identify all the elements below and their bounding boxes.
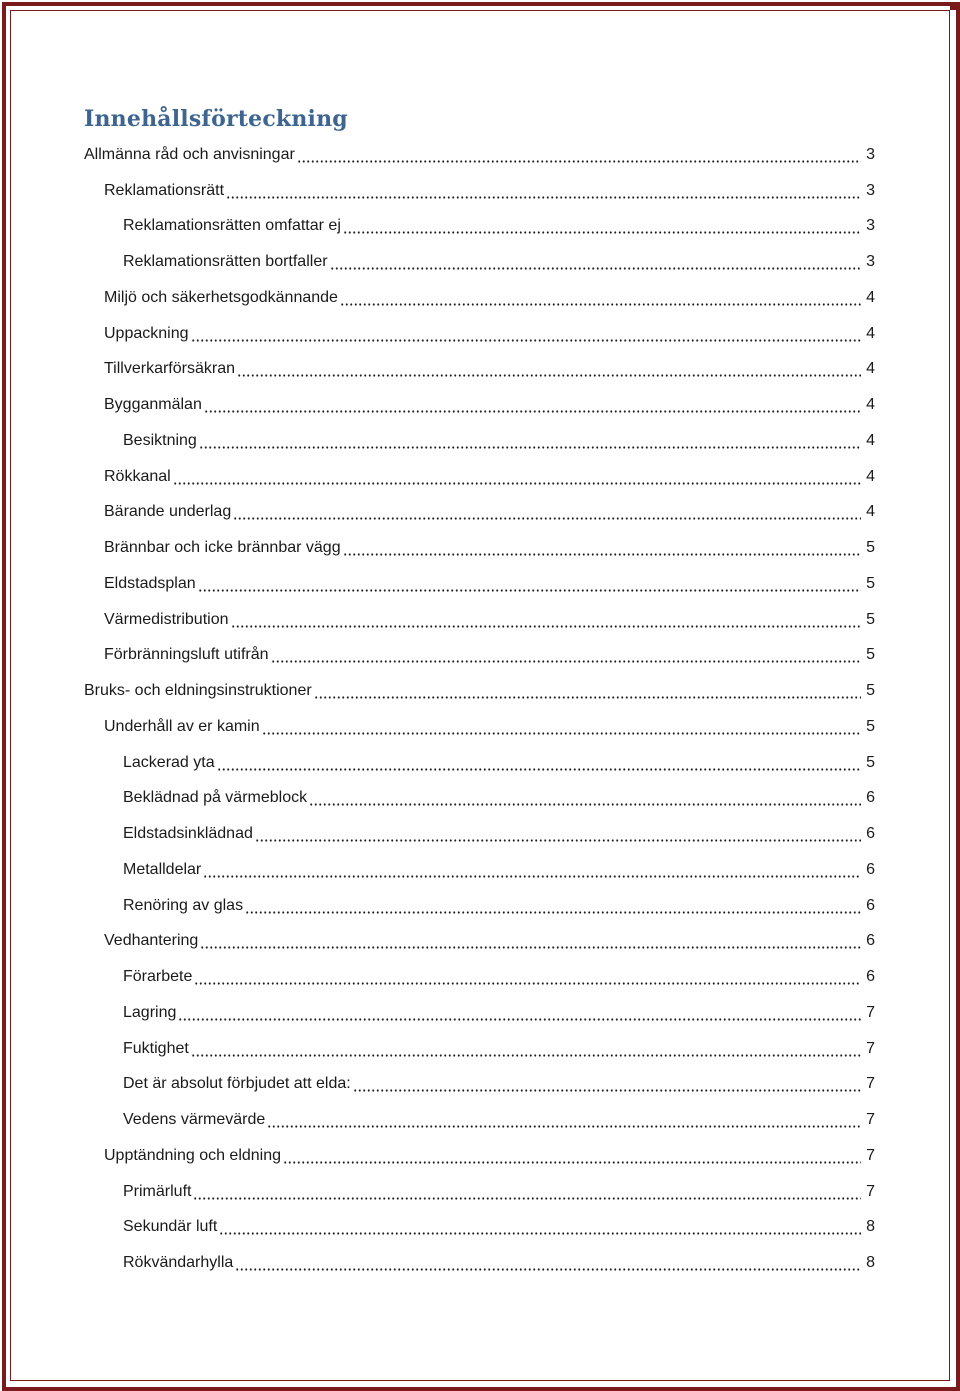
toc-entry-page-number: 5 <box>866 717 875 735</box>
toc-entry-page-number: 5 <box>866 610 875 628</box>
toc-entry-label: Primärluft <box>123 1182 192 1200</box>
toc-dot-leader <box>340 291 861 307</box>
toc-entry-page-number: 6 <box>866 860 875 878</box>
toc-dot-leader <box>245 899 861 915</box>
toc-dot-leader <box>203 863 861 879</box>
toc-entry-page-number: 6 <box>866 825 875 843</box>
toc-entry[interactable] <box>0 173 960 209</box>
toc-entry[interactable] <box>0 924 960 960</box>
toc-entry-page-number: 8 <box>866 1218 875 1236</box>
toc-entry[interactable] <box>0 1245 960 1281</box>
toc-dot-leader <box>191 327 862 343</box>
toc-dot-leader <box>283 1149 861 1165</box>
toc-entry[interactable] <box>0 352 960 388</box>
toc-dot-leader <box>271 648 861 664</box>
toc-dot-leader <box>237 362 861 378</box>
toc-entry[interactable] <box>0 459 960 495</box>
toc-entry-label: Renöring av glas <box>123 896 244 914</box>
toc-heading: Innehållsförteckning <box>84 106 348 132</box>
toc-entry-page-number: 5 <box>866 646 875 664</box>
toc-entry-page-number: 5 <box>866 682 875 700</box>
toc-entry-label: Lackerad yta <box>123 753 215 771</box>
toc-entry-page-number: 3 <box>866 217 875 235</box>
toc-entry-page-number: 6 <box>866 932 875 950</box>
toc-dot-leader <box>262 720 861 736</box>
toc-entry-label: Besiktning <box>123 431 197 449</box>
toc-dot-leader <box>199 434 861 450</box>
toc-entry-page-number: 3 <box>866 145 875 163</box>
toc-dot-leader <box>267 1113 861 1129</box>
toc-entry-label: Sekundär luft <box>123 1218 218 1236</box>
toc-dot-leader <box>198 577 861 593</box>
toc-entry-label: Underhåll av er kamin <box>104 717 260 735</box>
toc-entry-label: Förbränningsluft utifrån <box>104 646 269 664</box>
toc-entry-page-number: 6 <box>866 968 875 986</box>
toc-entry[interactable] <box>0 137 960 173</box>
toc-entry-page-number: 7 <box>866 1075 875 1093</box>
toc-dot-leader <box>314 684 861 700</box>
toc-entry-label: Bärande underlag <box>104 503 232 521</box>
toc-entry-label: Värmedistribution <box>104 610 229 628</box>
toc-entry-label: Reklamationsrätten omfattar ej <box>123 217 341 235</box>
toc-dot-leader <box>330 255 861 271</box>
toc-entry-label: Reklamationsrätt <box>104 181 225 199</box>
toc-entry-label: Reklamationsrätten bortfaller <box>123 253 328 271</box>
toc-entry[interactable] <box>0 816 960 852</box>
toc-dot-leader <box>200 934 861 950</box>
toc-entry-label: Det är absolut förbjudet att elda: <box>123 1075 351 1093</box>
toc-entry[interactable] <box>0 387 960 423</box>
toc-dot-leader <box>255 827 861 843</box>
toc-dot-leader <box>235 1256 861 1272</box>
toc-entry-page-number: 4 <box>866 324 875 342</box>
toc-entry-page-number: 7 <box>866 1111 875 1129</box>
table-of-contents <box>0 137 960 1281</box>
toc-entry[interactable] <box>0 1102 960 1138</box>
toc-entry-page-number: 7 <box>866 1182 875 1200</box>
toc-entry-page-number: 5 <box>866 753 875 771</box>
toc-entry-label: Förarbete <box>123 968 193 986</box>
toc-entry-label: Rökkanal <box>104 467 171 485</box>
toc-entry-page-number: 6 <box>866 789 875 807</box>
toc-entry[interactable] <box>0 316 960 352</box>
toc-entry-page-number: 4 <box>866 431 875 449</box>
toc-entry[interactable] <box>0 1174 960 1210</box>
toc-entry[interactable] <box>0 745 960 781</box>
toc-entry-label: Eldstadsinklädnad <box>123 825 253 843</box>
toc-entry-page-number: 7 <box>866 1146 875 1164</box>
toc-entry-page-number: 3 <box>866 181 875 199</box>
toc-entry-label: Eldstadsplan <box>104 574 196 592</box>
toc-entry-label: Bruks- och eldningsinstruktioner <box>84 682 312 700</box>
toc-entry-page-number: 7 <box>866 1039 875 1057</box>
toc-entry[interactable] <box>0 781 960 817</box>
toc-entry-label: Vedens värmevärde <box>123 1111 266 1129</box>
page-border-corner <box>950 4 956 10</box>
toc-entry-label: Miljö och säkerhetsgodkännande <box>104 288 338 306</box>
toc-entry-page-number: 4 <box>866 360 875 378</box>
toc-dot-leader <box>343 219 861 235</box>
toc-entry[interactable] <box>0 423 960 459</box>
toc-entry-label: Lagring <box>123 1003 177 1021</box>
toc-entry-label: Upptändning och eldning <box>104 1146 282 1164</box>
toc-entry[interactable] <box>0 280 960 316</box>
toc-entry-page-number: 4 <box>866 288 875 306</box>
toc-entry[interactable] <box>0 1031 960 1067</box>
toc-entry-page-number: 8 <box>866 1254 875 1272</box>
toc-dot-leader <box>353 1077 861 1093</box>
toc-entry-label: Metalldelar <box>123 860 202 878</box>
toc-dot-leader <box>343 541 861 557</box>
toc-entry[interactable] <box>0 959 960 995</box>
toc-entry[interactable] <box>0 852 960 888</box>
toc-dot-leader <box>309 791 861 807</box>
toc-entry[interactable] <box>0 602 960 638</box>
toc-dot-leader <box>194 970 861 986</box>
toc-entry[interactable] <box>0 209 960 245</box>
toc-entry-label: Fuktighet <box>123 1039 189 1057</box>
toc-entry[interactable] <box>0 566 960 602</box>
toc-dot-leader <box>219 1220 861 1236</box>
toc-entry-page-number: 4 <box>866 503 875 521</box>
toc-dot-leader <box>204 398 861 414</box>
toc-entry-label: Uppackning <box>104 324 189 342</box>
toc-dot-leader <box>193 1185 861 1201</box>
toc-entry-label: Bygganmälan <box>104 396 202 414</box>
toc-entry-page-number: 5 <box>866 574 875 592</box>
toc-entry-page-number: 5 <box>866 539 875 557</box>
toc-entry-page-number: 4 <box>866 396 875 414</box>
toc-dot-leader <box>233 505 861 521</box>
toc-entry-label: Vedhantering <box>104 932 199 950</box>
toc-entry[interactable] <box>0 709 960 745</box>
toc-entry[interactable] <box>0 1067 960 1103</box>
toc-entry-label: Allmänna råd och anvisningar <box>84 145 295 163</box>
toc-entry[interactable] <box>0 530 960 566</box>
toc-entry-label: Brännbar och icke brännbar vägg <box>104 539 341 557</box>
toc-entry[interactable] <box>0 888 960 924</box>
toc-dot-leader <box>217 756 861 772</box>
toc-dot-leader <box>191 1042 861 1058</box>
toc-entry-page-number: 7 <box>866 1003 875 1021</box>
toc-entry-page-number: 4 <box>866 467 875 485</box>
toc-entry[interactable] <box>0 1210 960 1246</box>
toc-entry[interactable] <box>0 244 960 280</box>
toc-dot-leader <box>231 613 862 629</box>
toc-dot-leader <box>226 184 861 200</box>
toc-entry-label: Rökvändarhylla <box>123 1254 234 1272</box>
toc-entry-page-number: 6 <box>866 896 875 914</box>
toc-dot-leader <box>297 148 861 164</box>
toc-entry-label: Tillverkarförsäkran <box>104 360 235 378</box>
toc-dot-leader <box>178 1006 861 1022</box>
toc-entry-label: Beklädnad på värmeblock <box>123 789 308 807</box>
toc-entry[interactable] <box>0 495 960 531</box>
toc-entry[interactable] <box>0 638 960 674</box>
toc-entry[interactable] <box>0 995 960 1031</box>
toc-entry[interactable] <box>0 673 960 709</box>
toc-entry-page-number: 3 <box>866 253 875 271</box>
toc-dot-leader <box>173 470 861 486</box>
toc-entry[interactable] <box>0 1138 960 1174</box>
